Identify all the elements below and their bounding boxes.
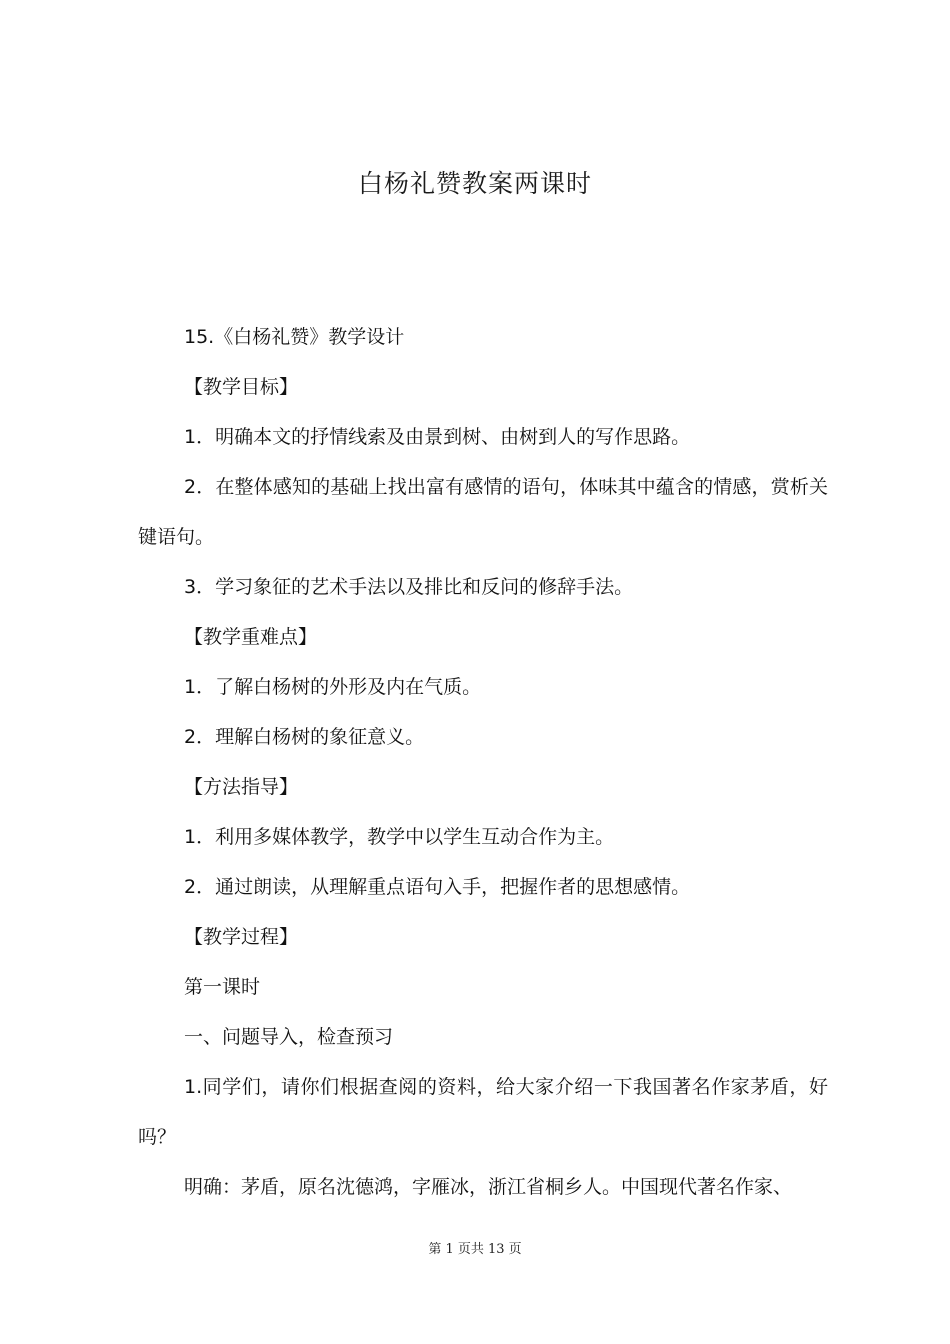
paragraph: 15.《白杨礼赞》教学设计 xyxy=(184,326,405,348)
paragraph: 1.同学们，请你们根据查阅的资料，给大家介绍一下我国著名作家茅盾，好吗？ xyxy=(138,1076,828,1148)
section-heading: 【方法指导】 xyxy=(184,776,299,798)
paragraph: 一、问题导入，检查预习 xyxy=(184,1026,394,1048)
paragraph: 3．学习象征的艺术手法以及排比和反问的修辞手法。 xyxy=(184,576,634,598)
paragraph: 2．理解白杨树的象征意义。 xyxy=(184,726,425,748)
section-heading: 【教学过程】 xyxy=(184,926,299,948)
section-heading: 【教学重难点】 xyxy=(184,626,318,648)
paragraph: 1．利用多媒体教学，教学中以学生互动合作为主。 xyxy=(184,826,615,848)
document-body xyxy=(138,312,828,1212)
paragraph: 2．在整体感知的基础上找出富有感情的语句，体味其中蕴含的情感，赏析关键语句。 xyxy=(138,476,828,548)
paragraph: 2．通过朗读，从理解重点语句入手，把握作者的思想感情。 xyxy=(184,876,691,898)
document-title: 白杨礼赞教案两课时 xyxy=(357,169,592,198)
paragraph: 1．明确本文的抒情线索及由景到树、由树到人的写作思路。 xyxy=(184,426,691,448)
page-footer: 第 1 页共 13 页 xyxy=(428,1242,522,1257)
paragraph: 第一课时 xyxy=(184,976,261,998)
paragraph: 1．了解白杨树的外形及内在气质。 xyxy=(184,676,482,698)
section-heading: 【教学目标】 xyxy=(184,376,299,398)
paragraph: 明确：茅盾，原名沈德鸿，字雁冰，浙江省桐乡人。中国现代著名作家、 xyxy=(184,1176,793,1198)
